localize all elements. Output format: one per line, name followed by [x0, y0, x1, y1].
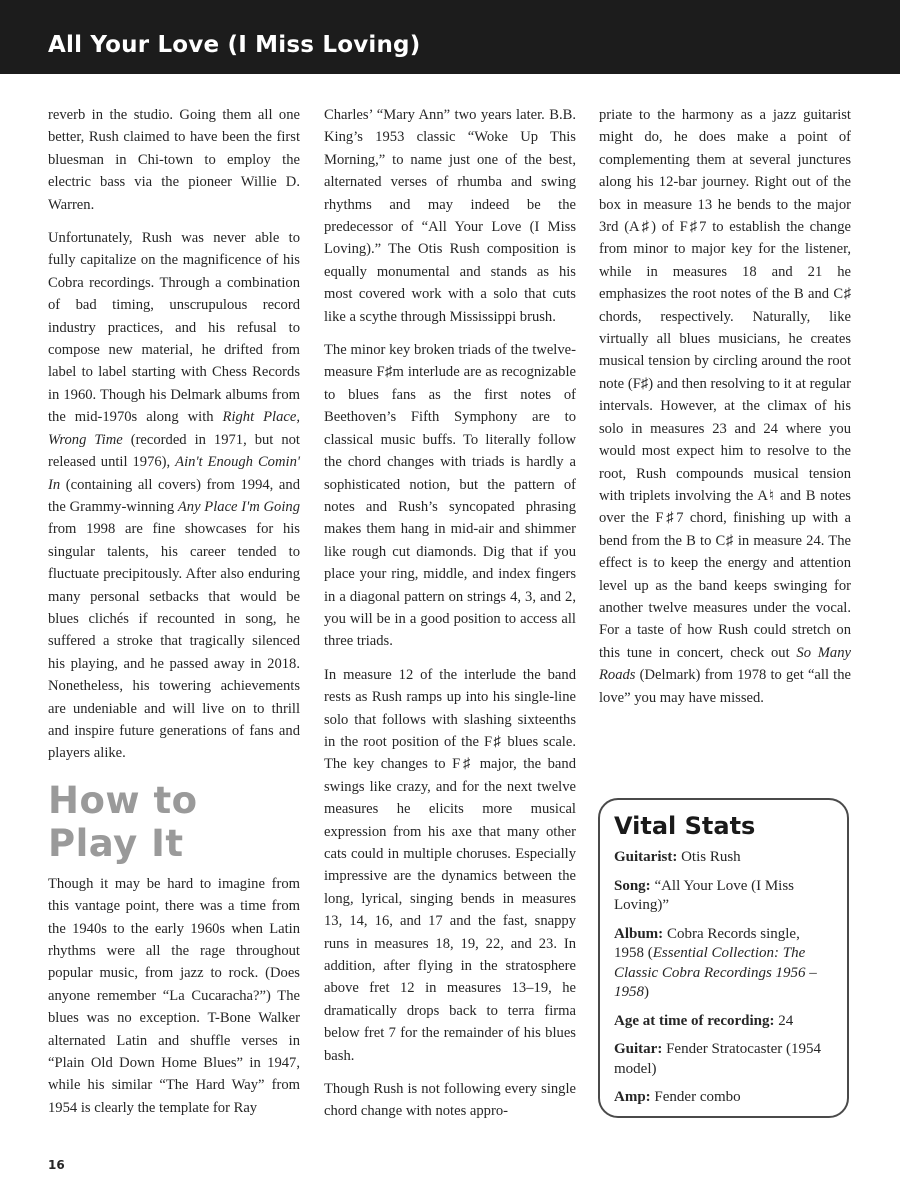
stat-song [614, 877, 833, 916]
stat-amp [614, 1088, 833, 1108]
vital-stats-title: Vital Stats [614, 812, 756, 840]
song-title-heading: All Your Love (I Miss Loving) [48, 32, 421, 58]
text-run: (recorded in 1971, but not released until 1976), [48, 431, 300, 471]
text-run: (containing all covers) from 1994, and the Grammy-winning [48, 476, 300, 515]
vital-stats-box [598, 798, 849, 1118]
paragraph: Charles’ “Mary Ann” two years later. B.B. King’s 1953 classic “Woke Up This Morning,” to name just one of the best, alternated verses of rhumba and swing rhythms and may indeed be the predecessor of “All Your Love (I Miss Loving).” The Otis Rush composition is equally monumental and stands as his most covered work with a solo that cuts like a scythe through Mississippi brush. [324, 107, 576, 325]
heading-line: How to [48, 778, 198, 822]
stat-guitarist [614, 848, 833, 868]
album-title: Right Place, Wrong Time [48, 409, 300, 448]
paragraph [48, 227, 300, 765]
album-title: Any Place I'm Going [177, 498, 300, 515]
paragraph: In measure 12 of the interlude the band rests as Rush ramps up into his single-line solo that follows with slashing sixteenths in the root position of the F♯ blues scale. The key changes to F♯ major, the band swings like crazy, and for the next twelve measures he elicits more musical expression from his axe that many other cats could in multiple choruses. Especially impressive are the dynamics between the long, lyrical, singing bends in measures 13, 14, 16, and 17 and the fast, snappy runs in measures 18, 19, 22, and 23. In addition, after flying in the stratosphere above fret 12 in measures 13–19, he dramatically drops back to terra firma below fret 7 for the remainder of his blues bash. [324, 666, 576, 1064]
paragraph [599, 104, 851, 709]
stat-label: Song: [614, 877, 651, 894]
section-heading-how-to-play-it [48, 779, 300, 865]
stat-value: Cobra Records single, 1958 ( [614, 925, 800, 961]
stat-value: Otis Rush [677, 849, 741, 865]
paragraph: Though Rush is not following every single chord change with notes appro- [324, 1081, 576, 1120]
text-run: priate to the harmony as a jazz guitarist might do, he does make a point of complementing them at several junctures along his 12-bar journey. Right out of the box in measure 13 he bends to the major 3rd (A♯) of F♯7 to establish the change from minor to major key for the listener, while in measures 18 and 21 he emphasizes the root notes of the B and C♯ chords, respectively. Naturally, like virtually all blues musicians, he creates musical tension by circling around the root note (F♯) and then resolving to it at regular intervals. However, at the climax of his solo in measures 23 and 24 where you would most expect him to resolve to the root, Rush compounds musical tension with triplets involving the A♮ and B notes over the F♯7 chord, finishing up with a bend from the B to C♯ in measure 24. The effect is to keep the energy and attention level up as the band keeps swinging for another twelve measures under the vocal. For a taste of how Rush could stretch on this tune in concert, check out [599, 107, 851, 661]
stat-label: Guitarist: [614, 849, 678, 865]
text-run: (Delmark) from 1978 to get “all the love” you may have missed. [599, 667, 851, 706]
heading-line: Play It [48, 821, 184, 865]
stat-value: Fender Stratocaster (1954 model) [614, 1041, 822, 1077]
stat-age [614, 1012, 833, 1032]
page-number: 16 [48, 1158, 65, 1172]
page-header-bar [0, 0, 900, 74]
stat-label: Guitar: [614, 1041, 663, 1057]
stat-label: Age at time of recording: [614, 1012, 775, 1029]
stat-value-italic: Essential Collection: The Classic Cobra Recordings 1956 – 1958 [614, 945, 817, 1000]
text-column-3 [599, 104, 851, 720]
stat-label: Album: [614, 925, 664, 942]
stat-label: Amp: [614, 1089, 651, 1105]
stat-album [614, 925, 833, 1003]
paragraph: The minor key broken triads of the twelve-measure F♯m interlude are as recognizable to blues fans as the first notes of Beethoven’s Fifth Symphony are to classical music buffs. To literally follow the chord changes with triads is hardly a sophisticated notion, but the pattern of notes and Rush’s syncopated phrasing makes them hang in mid-air and shimmer like rough cut diamonds. Dig that if you place your ring, middle, and index fingers in a diagonal pattern on strings 4, 3, and 2, you will be in a good position to access all three triads. [324, 342, 576, 650]
album-title: So Many Roads [599, 644, 851, 684]
stat-value: 24 [774, 1012, 794, 1029]
text-run: from 1998 are fine showcases for his singular talents, his career tended to fluctuate precipitously. After also enduring many personal setbacks that would be blues clichés if recounted in song, he suffered a stroke that tragically silenced his playing, and he passed away in 2018. Nonetheless, his towering achievements are undeniable and will live on to thrill and inspire future generations of fans and players alike. [48, 521, 300, 762]
text-column-2 [324, 104, 576, 1134]
stat-guitar [614, 1040, 833, 1079]
album-title: Ain't Enough Comin' In [48, 454, 300, 493]
paragraph: Though it may be hard to imagine from this vantage point, there was a time from the 1940s to the early 1960s when Latin rhythms were all the rage throughout popular music, from jazz to rock. (Does anyone remember “La Cucaracha?”) The blues was no exception. T-Bone Walker alternated Latin and shuffle verses in “Plain Old Down Home Blues” in 1947, while his similar “The Hard Way” from 1954 is clearly the template for Ray [48, 875, 300, 1116]
paragraph: reverb in the studio. Going them all one better, Rush claimed to have been the first bluesman in Chi-town to employ the electric bass via the pioneer Willie D. Warren. [48, 107, 300, 213]
stat-value: Fender combo [650, 1089, 741, 1105]
text-column-1 [48, 104, 300, 1130]
stat-value: ) [644, 984, 649, 1000]
stat-value: “All Your Love (I Miss Loving)” [614, 877, 795, 913]
text-run: Unfortunately, Rush was never able to fully capitalize on the magnificence of his Cobra recordings. Through a combination of bad timing, unscrupulous record industry practices, and his refusal to compose new material, he drifted from label to label starting with Chess Records in 1960. Though his Delmark albums from the mid-1970s along with [48, 230, 300, 426]
